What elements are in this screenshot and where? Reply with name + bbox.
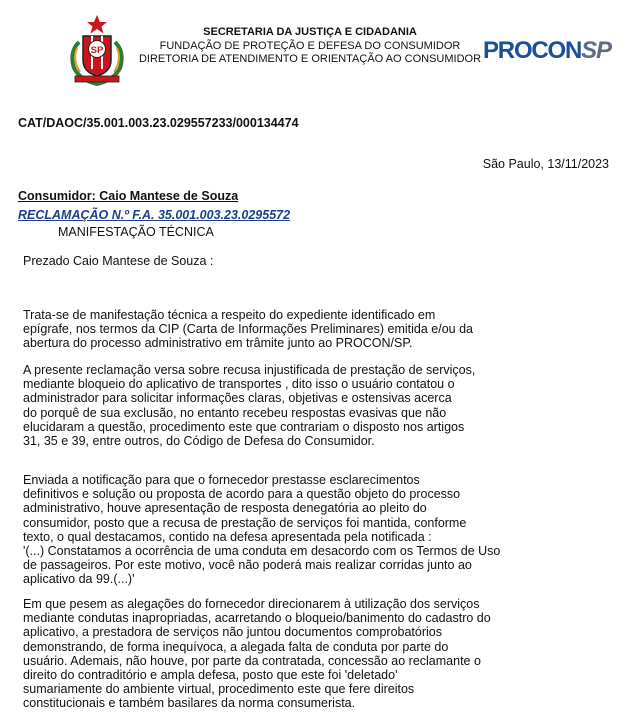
paragraph-line: consumidor, posto que a recusa de prestação de serviços foi mantida, conforme <box>23 515 467 530</box>
paragraph-line: Trata-se de manifestação técnica a respeito do expediente identificado em <box>23 308 436 322</box>
paragraph-line: Em que pesem as alegações do fornecedor direcionarem à utilização dos serviços <box>23 597 480 611</box>
paragraph-line: Enviada a notificação para que o fornecedor prestasse esclarecimentos <box>23 473 420 487</box>
document-subject: MANIFESTAÇÃO TÉCNICA <box>58 225 214 239</box>
paragraph-line: definitivos e solução ou proposta de acordo para a questão objeto do processo <box>23 487 461 502</box>
paragraph-line: direito do contraditório e ampla defesa, posto que este foi 'deletado' <box>23 667 398 682</box>
paragraph-intro <box>23 308 613 351</box>
paragraph-line: demonstrando, de forma inequívoca, a alegada falta de conduta por parte do <box>23 639 449 654</box>
header-secretaria: SECRETARIA DA JUSTIÇA E CIDADANIA <box>203 26 417 38</box>
procon-logo-sp: SP <box>581 37 611 64</box>
paragraph-line: administrativo, houve apresentação de resposta denegatória ao pleito do <box>23 501 427 516</box>
paragraph-line: '(...) Constatamos a ocorrência de uma conduta em desacordo com os Termos de Uso <box>23 543 501 558</box>
paragraph-line: epígrafe, nos termos da CIP (Carta de Informações Preliminares) emitida e/ou da <box>23 322 473 337</box>
paragraph-line: aplicativo da 99.(...)' <box>23 572 135 587</box>
paragraph-line: mediante condutas inapropriadas, acarretando o bloqueio/banimento do cadastro do <box>23 611 491 626</box>
paragraph-line: A presente reclamação versa sobre recusa injustificada de prestação de serviços, <box>23 363 476 377</box>
paragraph-line: aplicativo, a prestadora de serviços não juntou documentos comprobatórios <box>23 625 442 640</box>
paragraph-line: constitucionais e também basilares da norma consumerista. <box>23 696 356 711</box>
paragraph-line: administrador para solicitar informações claras, objetivas e ostensivas acerca <box>23 391 452 406</box>
paragraph-line: do porquê de sua exclusão, no entanto recebeu respostas evasivas que não <box>23 405 447 420</box>
paragraph-line: de passageiros. Por este motivo, você não poderá mais realizar corridas junto ao <box>23 558 472 573</box>
paragraph-complaint <box>23 363 613 448</box>
paragraph-line: usuário. Ademais, não houve, por parte da contratada, concessão ao reclamante o <box>23 653 481 668</box>
paragraph-line: elucidaram a questão, procedimento este que contrariam o disposto nos artigos <box>23 419 465 434</box>
paragraph-line: abertura do processo administrativo em trâmite junto ao PROCON/SP. <box>23 336 413 351</box>
procon-logo-text: PROCON <box>483 37 582 64</box>
paragraph-notification <box>23 473 613 587</box>
consumer-name: Consumidor: Caio Mantese de Souza <box>18 189 239 203</box>
greeting: Prezado Caio Mantese de Souza : <box>23 254 214 268</box>
protocol-number: CAT/DAOC/35.001.003.23.029557233/000134474 <box>18 116 299 130</box>
header-fundacao: FUNDAÇÃO DE PROTEÇÃO E DEFESA DO CONSUMIDOR <box>159 39 461 52</box>
paragraph-analysis <box>23 597 613 711</box>
procon-sp-logo <box>483 37 611 65</box>
paragraph-line: sumariamente do ambiente virtual, procedimento este que fere direitos <box>23 682 415 697</box>
sp-state-crest <box>66 14 128 86</box>
paragraph-line: 31, 35 e 39, entre outros, do Código de Defesa do Consumidor. <box>23 433 375 448</box>
complaint-number: RECLAMAÇÃO N.º F.A. 35.001.003.23.0295572 <box>18 208 291 222</box>
document-date: São Paulo, 13/11/2023 <box>482 157 609 171</box>
crest-sp-text: SP <box>90 45 104 56</box>
paragraph-line: texto, o qual destacamos, contido na defesa apresentada pela notificada : <box>23 529 432 544</box>
header-diretoria: DIRETORIA DE ATENDIMENTO E ORIENTAÇÃO AO CONSUMIDOR <box>138 53 482 65</box>
paragraph-line: mediante bloqueio do aplicativo de transportes , dito isso o usuário contatou o <box>23 377 455 392</box>
